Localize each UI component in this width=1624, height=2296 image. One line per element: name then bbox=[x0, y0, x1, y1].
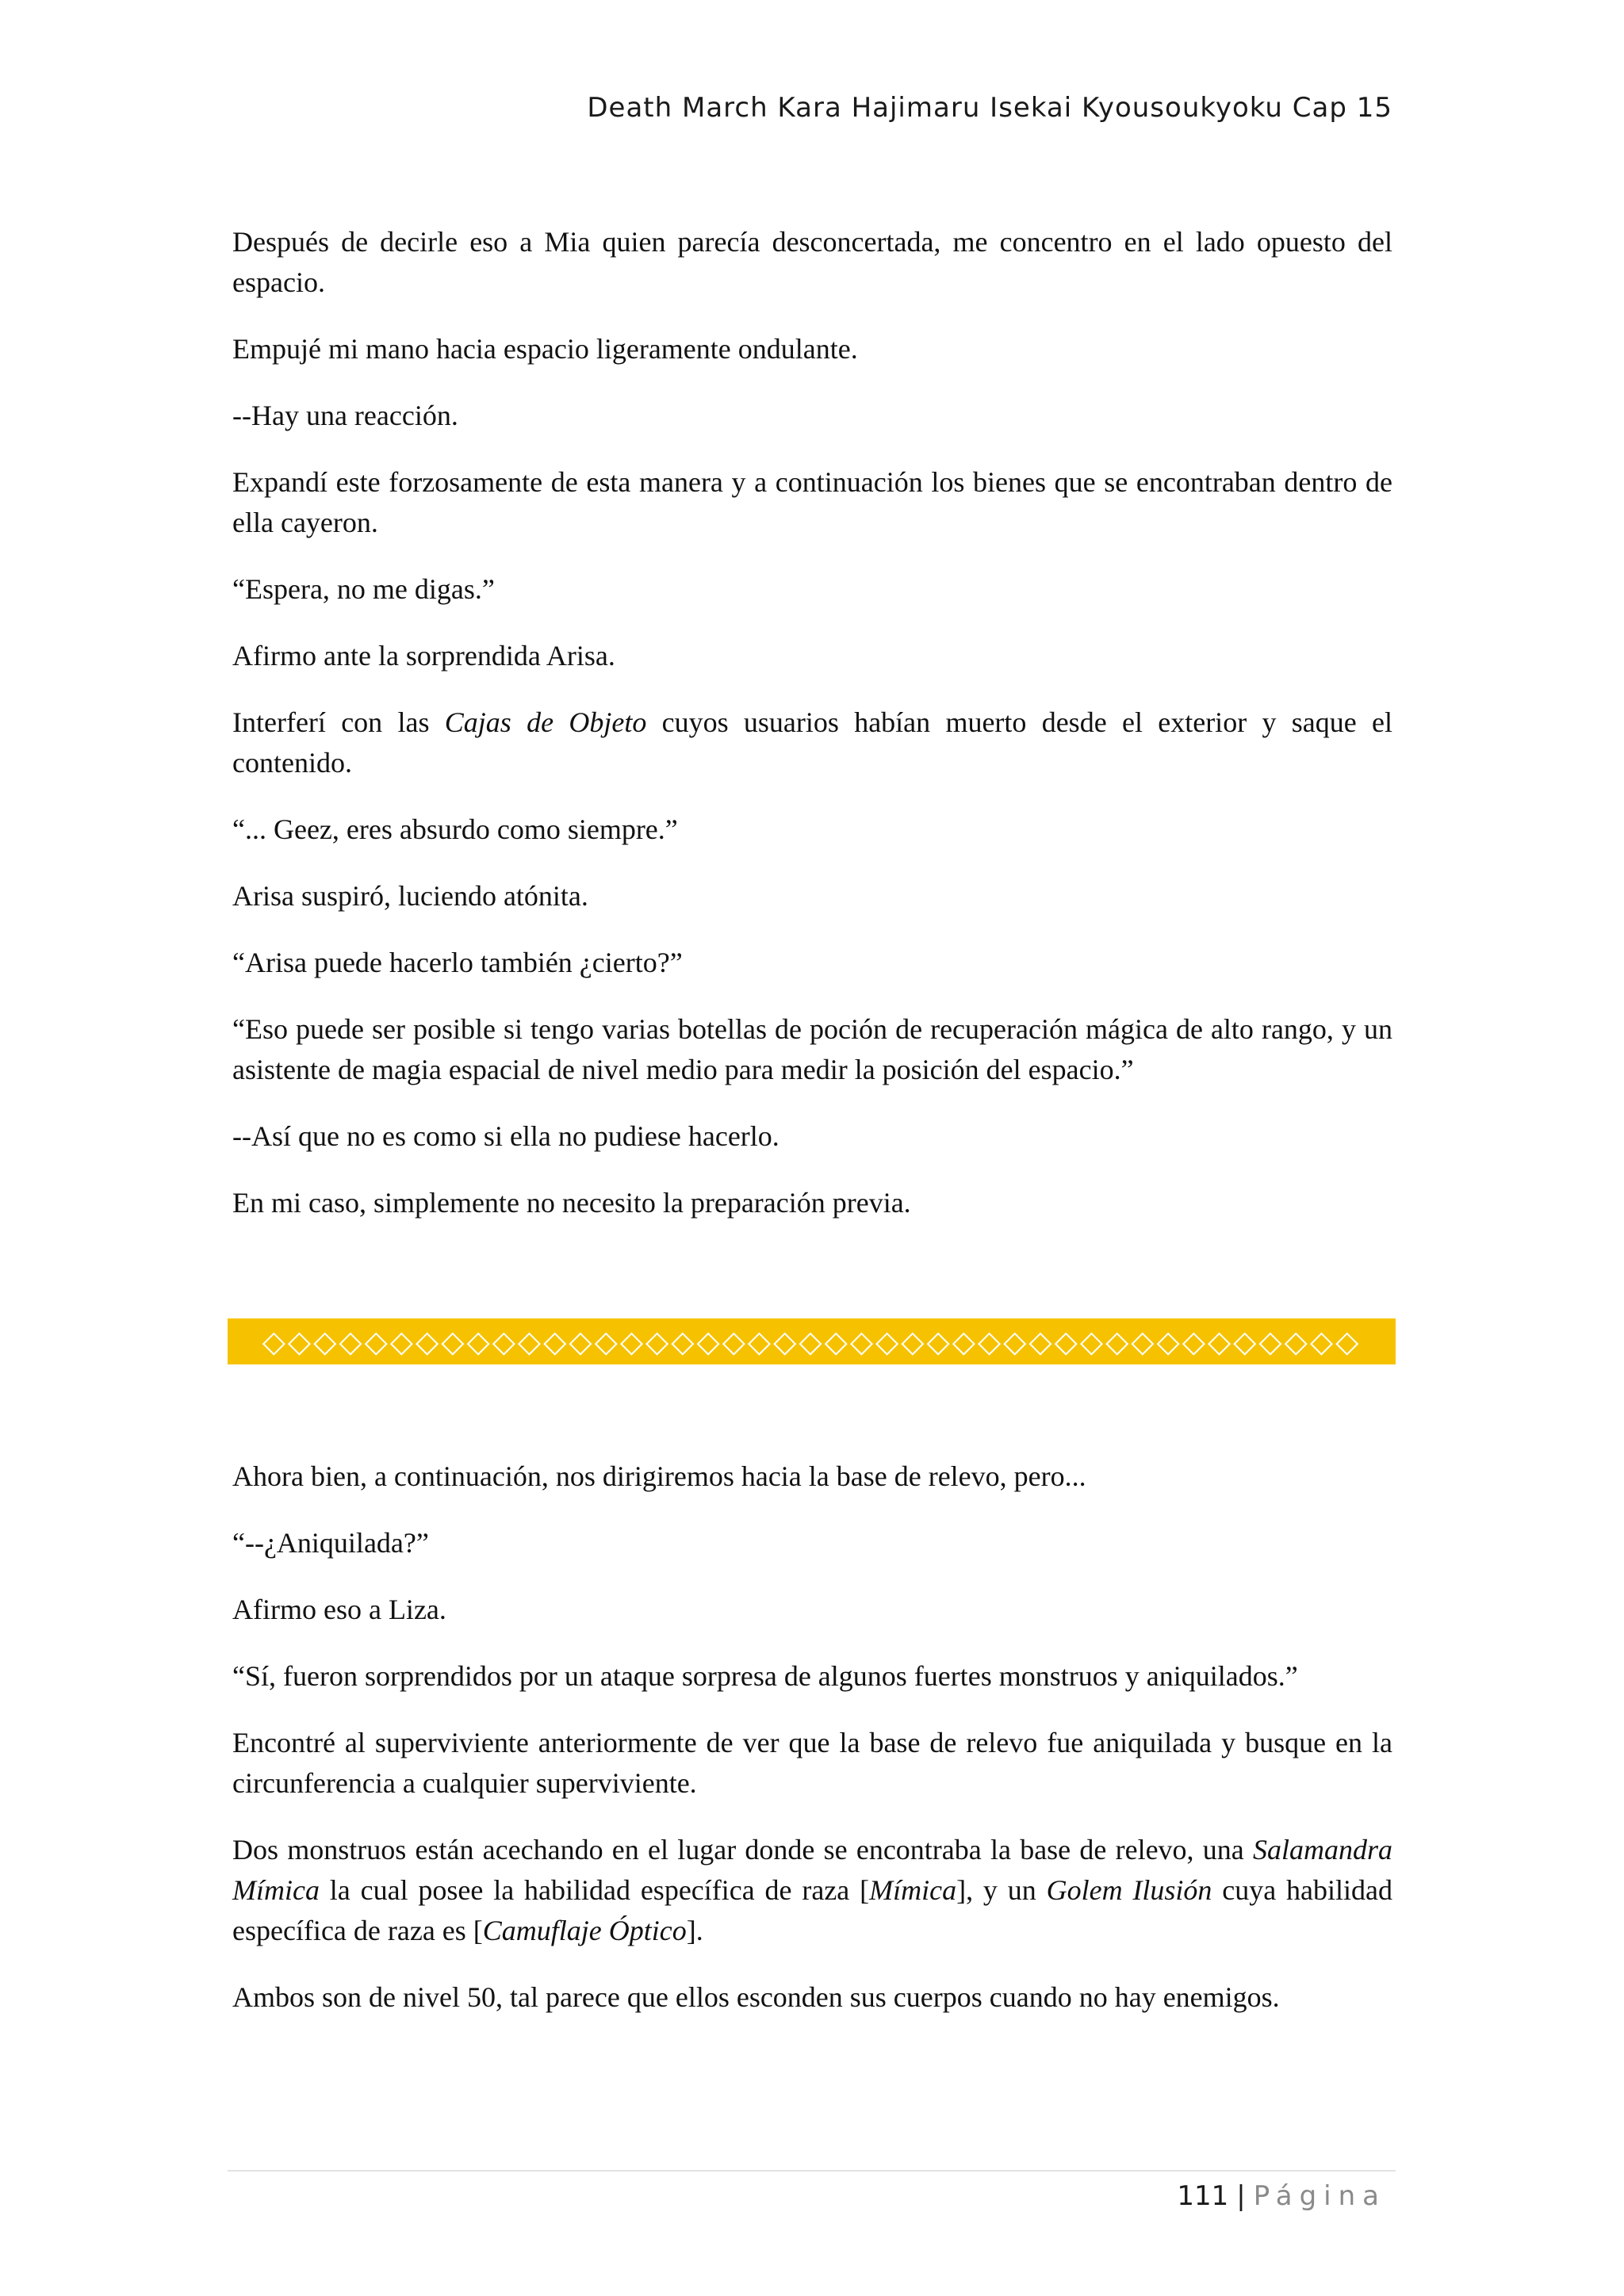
page-label: Página bbox=[1253, 2180, 1386, 2212]
italic-term: Camuflaje Óptico bbox=[482, 1915, 687, 1946]
paragraph: Después de decirle eso a Mia quien parecía desconcertada, me concentro en el lado opuesto del espacio. bbox=[232, 226, 1392, 298]
paragraph: Dos monstruos están acechando en el lugar donde se encontraba la base de relevo, una Salamandra Mímica la cual posee la habilidad específica de raza [Mímica], y un Golem Ilusión cuya habilidad específica de raza es [Camuflaje Óptico]. bbox=[232, 1834, 1393, 1946]
paragraph: En mi caso, simplemente no necesito la preparación previa. bbox=[232, 1187, 911, 1219]
paragraph: Expandí este forzosamente de esta manera y a continuación los bienes que se encontraban dentro de ella cayeron. bbox=[232, 466, 1392, 538]
italic-term: Cajas de Objeto bbox=[444, 706, 647, 738]
paragraph: “Espera, no me digas.” bbox=[232, 573, 495, 605]
paragraph: Ambos son de nivel 50, tal parece que ellos esconden sus cuerpos cuando no hay enemigos. bbox=[232, 1981, 1280, 2013]
italic-term: Mímica bbox=[869, 1874, 957, 1906]
paragraph: Encontré al superviviente anteriormente de ver que la base de relevo fue aniquilada y busque en la circunferencia a cualquier superviviente. bbox=[232, 1727, 1392, 1799]
paragraph: Arisa suspiró, luciendo atónita. bbox=[232, 880, 588, 912]
paragraph: --Hay una reacción. bbox=[232, 400, 458, 431]
footer-separator: | bbox=[1236, 2180, 1246, 2212]
page-number: 111 bbox=[1177, 2180, 1229, 2212]
italic-term: Golem Ilusión bbox=[1046, 1874, 1212, 1906]
paragraph: “Sí, fueron sorprendidos por un ataque sorpresa de algunos fuertes monstruos y aniquilados.” bbox=[232, 1660, 1298, 1692]
text-block-before-divider bbox=[232, 222, 1392, 1249]
scene-break-divider bbox=[228, 1318, 1396, 1364]
footer-rule bbox=[228, 2170, 1396, 2172]
diamond-row-icon: ◇◇◇◇◇◇◇◇◇◇◇◇◇◇◇◇◇◇◇◇◇◇◇◇◇◇◇◇◇◇◇◇◇◇◇◇◇◇◇◇◇◇◇ bbox=[262, 1324, 1362, 1359]
paragraph: “... Geez, eres absurdo como siempre.” bbox=[232, 813, 678, 845]
page-footer bbox=[1177, 2180, 1386, 2212]
paragraph: Afirmo eso a Liza. bbox=[232, 1594, 446, 1625]
italic-term: Salamandra Mímica bbox=[232, 1834, 1392, 1906]
text-block-after-divider bbox=[232, 1456, 1392, 2044]
paragraph: Ahora bien, a continuación, nos dirigiremos hacia la base de relevo, pero... bbox=[232, 1460, 1086, 1492]
running-header: Death March Kara Hajimaru Isekai Kyousoukyoku Cap 15 bbox=[587, 92, 1392, 124]
paragraph: “Arisa puede hacerlo también ¿cierto?” bbox=[232, 947, 683, 978]
paragraph: Interferí con las Cajas de Objeto cuyos usuarios habían muerto desde el exterior y saque el contenido. bbox=[232, 706, 1392, 779]
paragraph: “Eso puede ser posible si tengo varias botellas de poción de recuperación mágica de alto rango, y un asistente de magia espacial de nivel medio para medir la posición del espacio.” bbox=[232, 1013, 1392, 1085]
paragraph: --Así que no es como si ella no pudiese hacerlo. bbox=[232, 1120, 779, 1152]
paragraph: Empujé mi mano hacia espacio ligeramente ondulante. bbox=[232, 333, 858, 365]
paragraph: Afirmo ante la sorprendida Arisa. bbox=[232, 640, 615, 672]
paragraph: “--¿Aniquilada?” bbox=[232, 1527, 429, 1559]
